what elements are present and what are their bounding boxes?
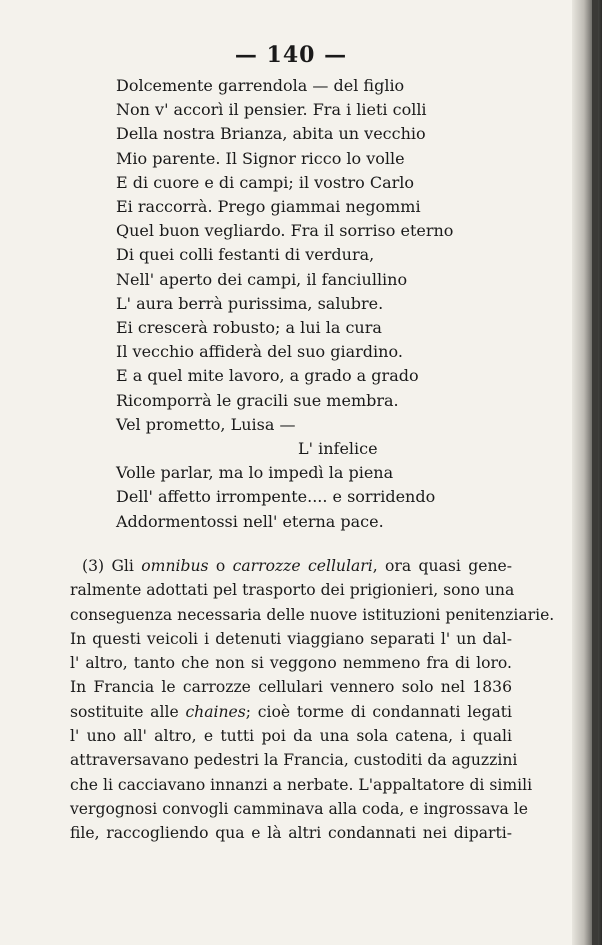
footnote-text: , ora quasi gene- <box>372 557 512 575</box>
binding-edge <box>592 0 598 945</box>
footnote-line: l' altro, tanto che non si veggono nemmeno fra di loro. <box>70 654 512 673</box>
footnote-line: In Francia le carrozze cellulari vennero solo nel 1836 <box>70 678 512 697</box>
footnote-text: o <box>208 557 233 575</box>
footnote-line: file, raccogliendo qua e là altri condannati nei diparti- <box>70 824 512 843</box>
poem-line: Quel buon vegliardo. Fra il sorriso eterno <box>116 221 454 241</box>
poem-line: E di cuore e di campi; il vostro Carlo <box>116 172 414 192</box>
page-number: — 140 — <box>234 42 348 68</box>
footnote-line <box>70 554 512 578</box>
footnote-line: vergognosi convogli camminava alla coda, e ingrossava le <box>70 799 528 818</box>
poem-line: Volle parlar, ma lo impedì la piena <box>116 463 394 483</box>
poem-line: Ei raccorrà. Prego giammai negommi <box>116 197 421 217</box>
footnote-line: conseguenza necessaria delle nuove istituzioni penitenziarie. <box>70 605 555 624</box>
footnote-marker-text: (3) Gli <box>82 557 142 575</box>
footnote-line <box>70 700 512 724</box>
footnote-line: In questi veicoli i detenuti viaggiano separati l' un dal- <box>70 629 512 648</box>
poem-line: Di quei colli festanti di verdura, <box>116 245 375 265</box>
footnote-term-omnibus: omnibus <box>141 557 209 575</box>
poem-block <box>116 74 453 534</box>
poem-line: L' aura berrà purissima, salubre. <box>116 293 384 313</box>
footnote-term-carrozze: carrozze cellulari <box>232 557 373 575</box>
poem-line-indented: L' infelice <box>298 439 378 459</box>
footnote-line: che li cacciavano innanzi a nerbate. L'appaltatore di simili <box>70 775 533 794</box>
poem-line: Dolcemente garrendola — del figlio <box>116 76 405 95</box>
footnote-text: sostituite alle <box>70 702 186 721</box>
poem-line: Dell' affetto irrompente.... e sorridendo <box>116 487 436 507</box>
footnote <box>70 554 555 846</box>
poem-line: Della nostra Brianza, abita un vecchio <box>116 124 426 144</box>
footnote-term-chaines: chaines <box>185 702 246 721</box>
poem-line: Addormentossi nell' eterna pace. <box>116 511 384 531</box>
poem-line: E a quel mite lavoro, a grado a grado <box>116 366 419 386</box>
poem-line: Nell' aperto dei campi, il fanciullino <box>116 269 408 289</box>
poem-line: Non v' accorì il pensier. Fra i lieti colli <box>116 100 427 120</box>
poem-line: Il vecchio affiderà del suo giardino. <box>116 342 403 362</box>
poem-line: Ricomporrà le gracili sue membra. <box>116 390 399 410</box>
footnote-line: attraversavano pedestri la Francia, custoditi da aguzzini <box>70 751 518 770</box>
poem-line: Mio parente. Il Signor ricco lo volle <box>116 148 405 168</box>
poem-line: Vel prometto, Luisa — <box>116 414 296 434</box>
poem-line: Ei crescerà robusto; a lui la cura <box>116 318 382 338</box>
footnote-line: ralmente adottati pel trasporto dei prigionieri, sono una <box>70 581 515 600</box>
footnote-line: l' uno all' altro, e tutti poi da una sola catena, i quali <box>70 727 512 746</box>
footnote-text: ; cioè torme di condannati legati <box>245 702 513 721</box>
